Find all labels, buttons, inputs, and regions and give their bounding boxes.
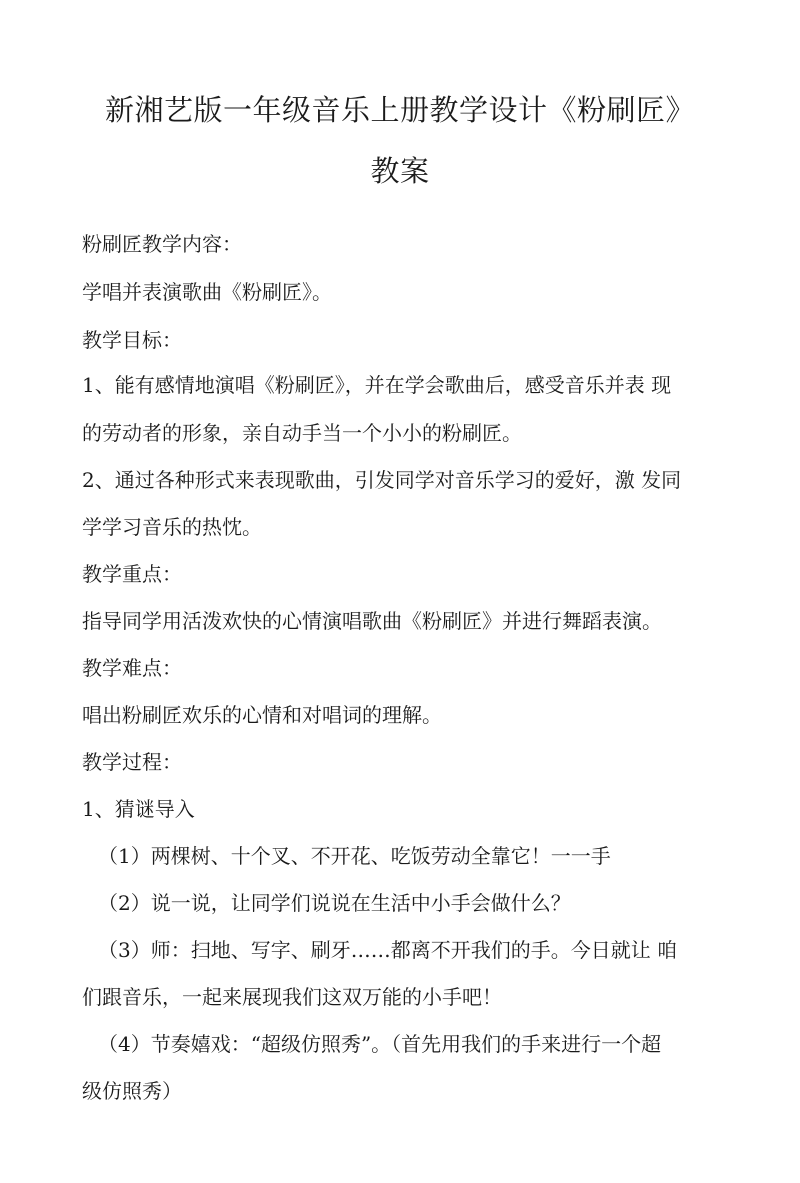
document-title: 新湘艺版一年级音乐上册教学设计《粉刷匠》: [104, 93, 695, 127]
list-item-continued: 级仿照秀）: [82, 1079, 182, 1103]
document-title-continued: 教案: [370, 154, 430, 188]
list-item-continued: 们跟音乐，一起来展现我们这双万能的小手吧！: [82, 985, 502, 1009]
section-heading-focus: 教学重点：: [82, 562, 182, 586]
list-item: （2）说一说，让同学们说说在生活中小手会做什么？: [98, 891, 571, 915]
paragraph-line: 1、能有感情地演唱《粉刷匠》，并在学会歌曲后，感受音乐并表 现: [82, 373, 672, 397]
list-item: （1）两棵树、十个叉、不开花、吃饭劳动全靠它！一一手: [98, 844, 611, 868]
section-heading-goals: 教学目标：: [82, 328, 182, 352]
paragraph-line: 的劳动者的形象，亲自动手当一个小小的粉刷匠。: [82, 421, 522, 445]
paragraph-line: 学唱并表演歌曲《粉刷匠》。: [82, 280, 332, 304]
list-item: （3）师：扫地、写字、刷牙……都离不开我们的手。今日就让 咱: [98, 938, 678, 962]
paragraph-line: 学学习音乐的热忱。: [82, 515, 262, 539]
paragraph-line: 2、通过各种形式来表现歌曲，引发同学对音乐学习的爱好，激 发同: [82, 468, 682, 492]
list-item: （4）节奏嬉戏：“超级仿照秀”。（首先用我们的手来进行一个超: [98, 1032, 662, 1056]
step-heading: 1、猜谜导入: [82, 797, 195, 821]
section-heading-difficulty: 教学难点：: [82, 656, 182, 680]
paragraph-line: 唱出粉刷匠欢乐的心情和对唱词的理解。: [82, 703, 442, 727]
section-heading-process: 教学过程：: [82, 750, 182, 774]
paragraph-line: 指导同学用活泼欢快的心情演唱歌曲《粉刷匠》并进行舞蹈表演。: [82, 609, 662, 633]
section-heading-content: 粉刷匠教学内容：: [82, 232, 242, 256]
